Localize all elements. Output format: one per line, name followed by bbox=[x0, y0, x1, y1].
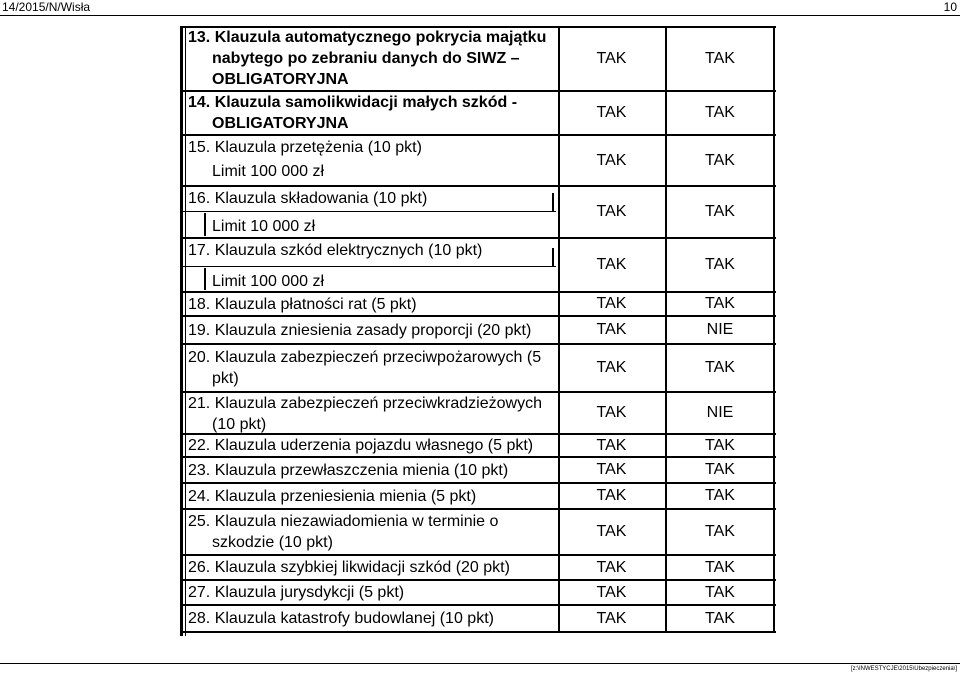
clause-label bbox=[188, 294, 417, 315]
clause-title: Klauzula katastrofy budowlanej (10 pkt) bbox=[214, 610, 494, 627]
table-right-border bbox=[773, 605, 775, 632]
clause-label bbox=[188, 460, 508, 481]
clause-number: 27. bbox=[188, 584, 211, 601]
limit-indent-mark bbox=[204, 213, 206, 236]
clause-title: Klauzula przewłaszczenia mienia (10 pkt) bbox=[214, 461, 509, 479]
clause-title: Klauzula płatności rat (5 pkt) bbox=[214, 295, 417, 313]
column-divider bbox=[665, 509, 667, 555]
value-offer: TAK bbox=[596, 523, 627, 540]
table-left-border bbox=[180, 26, 183, 636]
clause-title: Klauzula uderzenia pojazdu własnego (5 pkt) bbox=[214, 437, 534, 454]
clause-label-continuation: OBLIGATORYJNA bbox=[212, 71, 349, 88]
value-required: TAK bbox=[705, 151, 735, 169]
clause-number: 20. bbox=[188, 349, 211, 366]
header-page-number: 10 bbox=[943, 0, 957, 14]
row-divider bbox=[180, 237, 776, 239]
row-divider bbox=[180, 343, 776, 345]
value-required: TAK bbox=[705, 49, 735, 67]
value-offer: TAK bbox=[596, 321, 627, 338]
column-divider bbox=[665, 483, 667, 509]
value-required: TAK bbox=[705, 359, 735, 376]
value-required: TAK bbox=[705, 487, 735, 504]
clause-label-continuation: Limit 100 000 zł bbox=[212, 273, 325, 290]
row-divider bbox=[180, 315, 776, 317]
clause-label-continuation: (10 pkt) bbox=[212, 416, 267, 433]
clause-label bbox=[188, 137, 422, 158]
value-offer: TAK bbox=[596, 256, 627, 273]
clause-label bbox=[188, 435, 533, 456]
clause-title: Klauzula samolikwidacji małych szkód - bbox=[214, 94, 518, 111]
row-divider bbox=[180, 554, 776, 556]
clause-title: Klauzula jurysdykcji (5 pkt) bbox=[214, 584, 405, 601]
clause-number: 25. bbox=[188, 513, 211, 530]
clause-label bbox=[188, 240, 482, 261]
clause-label bbox=[188, 27, 546, 48]
column-divider bbox=[665, 316, 667, 344]
clause-label-continuation: nabytego po zebraniu danych do SIWZ – bbox=[212, 50, 520, 67]
value-required: TAK bbox=[705, 203, 735, 220]
table-right-border bbox=[773, 483, 775, 509]
clause-number: 15. bbox=[188, 139, 211, 156]
value-required: TAK bbox=[705, 609, 735, 627]
clause-label bbox=[188, 393, 542, 414]
row-divider bbox=[180, 134, 776, 136]
clause-title: Klauzula zniesienia zasady proporcji (20 pkt) bbox=[214, 321, 532, 339]
table-left-border-inner bbox=[185, 26, 186, 636]
value-required: TAK bbox=[705, 583, 735, 601]
column-divider bbox=[665, 605, 667, 632]
clause-number: 18. bbox=[188, 295, 211, 313]
clause-title: Klauzula zabezpieczeń przeciwkradzieżowych bbox=[214, 395, 542, 412]
clause-number: 23. bbox=[188, 461, 211, 479]
column-divider bbox=[665, 580, 667, 605]
row-divider bbox=[180, 631, 776, 633]
value-required: TAK bbox=[705, 104, 735, 121]
clause-number: 24. bbox=[188, 487, 211, 505]
value-offer: TAK bbox=[596, 295, 627, 312]
limit-divider bbox=[180, 266, 556, 267]
limit-right-mark bbox=[552, 193, 554, 211]
table-right-border bbox=[773, 26, 775, 91]
value-offer: TAK bbox=[596, 404, 627, 421]
column-divider bbox=[665, 135, 667, 186]
row-divider bbox=[180, 579, 776, 581]
clause-label bbox=[188, 582, 404, 603]
value-offer: TAK bbox=[596, 461, 627, 478]
value-offer: TAK bbox=[596, 487, 627, 504]
clause-label bbox=[188, 347, 541, 368]
column-divider bbox=[665, 91, 667, 135]
table-right-border bbox=[773, 292, 775, 316]
value-offer: TAK bbox=[596, 609, 627, 627]
clause-title: Klauzula przetężenia (10 pkt) bbox=[214, 139, 422, 156]
column-divider bbox=[665, 344, 667, 392]
table-right-border bbox=[773, 344, 775, 392]
column-divider bbox=[665, 292, 667, 316]
clause-label-continuation: szkodzie (10 pkt) bbox=[212, 534, 333, 551]
clause-title: Klauzula szkód elektrycznych (10 pkt) bbox=[214, 242, 483, 259]
value-offer: TAK bbox=[596, 104, 627, 121]
clause-title: Klauzula niezawiadomienia w terminie o bbox=[214, 513, 499, 530]
value-required: NIE bbox=[706, 321, 734, 338]
clause-title: Klauzula zabezpieczeń przeciwpożarowych (5 bbox=[214, 349, 542, 366]
clause-title: Klauzula szybkiej likwidacji szkód (20 pkt) bbox=[214, 559, 510, 576]
footer-path: [z:\INWESTYCJE\2015\Ubezpieczenia\] bbox=[850, 666, 957, 672]
value-offer: TAK bbox=[596, 151, 627, 169]
limit-indent-mark bbox=[204, 268, 206, 290]
limit-divider bbox=[180, 211, 556, 212]
clause-title: Klauzula automatycznego pokrycia majątku bbox=[214, 29, 547, 46]
table-right-border bbox=[773, 392, 775, 434]
clause-label-continuation: Limit 10 000 zł bbox=[212, 218, 316, 235]
column-divider bbox=[665, 26, 667, 91]
row-divider bbox=[180, 508, 776, 510]
clause-number: 14. bbox=[188, 94, 211, 111]
table-right-border bbox=[773, 457, 775, 483]
clause-number: 26. bbox=[188, 559, 211, 576]
clause-label bbox=[188, 188, 427, 209]
value-required: NIE bbox=[706, 404, 734, 421]
value-offer: TAK bbox=[596, 558, 627, 576]
clause-number: 19. bbox=[188, 321, 211, 339]
clause-label bbox=[188, 511, 498, 532]
table-right-border bbox=[773, 238, 775, 292]
column-divider bbox=[665, 434, 667, 457]
value-required: TAK bbox=[705, 295, 735, 312]
table-right-border bbox=[773, 91, 775, 135]
value-required: TAK bbox=[705, 256, 735, 273]
clause-number: 16. bbox=[188, 190, 211, 207]
footer-divider bbox=[0, 663, 960, 664]
clause-label bbox=[188, 608, 494, 629]
value-required: TAK bbox=[705, 523, 735, 540]
table-right-border bbox=[773, 555, 775, 580]
clause-label-continuation: OBLIGATORYJNA bbox=[212, 115, 349, 132]
table-right-border bbox=[773, 434, 775, 457]
clause-label bbox=[188, 320, 531, 341]
column-divider bbox=[665, 457, 667, 483]
clause-number: 22. bbox=[188, 437, 211, 454]
value-offer: TAK bbox=[596, 583, 627, 601]
column-divider bbox=[665, 555, 667, 580]
clause-number: 28. bbox=[188, 610, 211, 627]
table-right-border bbox=[773, 135, 775, 186]
column-divider bbox=[665, 392, 667, 434]
row-divider bbox=[180, 482, 776, 484]
clause-title: Klauzula składowania (10 pkt) bbox=[214, 190, 428, 207]
table-right-border bbox=[773, 316, 775, 344]
column-divider bbox=[665, 186, 667, 238]
header-document-id: 14/2015/N/Wisła bbox=[2, 0, 91, 14]
clause-title: Klauzula przeniesienia mienia (5 pkt) bbox=[214, 487, 477, 505]
clause-label bbox=[188, 92, 517, 113]
clause-number: 13. bbox=[188, 29, 211, 46]
value-offer: TAK bbox=[596, 49, 627, 67]
value-required: TAK bbox=[705, 461, 735, 478]
value-required: TAK bbox=[705, 558, 735, 576]
value-required: TAK bbox=[705, 436, 735, 454]
clause-label-continuation: Limit 100 000 zł bbox=[212, 163, 325, 180]
value-offer: TAK bbox=[596, 359, 627, 376]
row-divider bbox=[180, 185, 776, 187]
clauses-table bbox=[180, 26, 776, 636]
limit-right-mark bbox=[552, 248, 554, 266]
clause-label bbox=[188, 557, 510, 578]
table-right-border bbox=[773, 186, 775, 238]
column-divider bbox=[665, 238, 667, 292]
header-divider bbox=[0, 15, 960, 16]
clause-label-continuation: pkt) bbox=[212, 370, 239, 387]
row-divider bbox=[180, 604, 776, 606]
clause-number: 21. bbox=[188, 395, 211, 412]
clause-label bbox=[188, 486, 476, 507]
table-right-border bbox=[773, 580, 775, 605]
table-right-border bbox=[773, 509, 775, 555]
value-offer: TAK bbox=[596, 436, 627, 454]
row-divider bbox=[180, 456, 776, 458]
clause-number: 17. bbox=[188, 242, 211, 259]
value-offer: TAK bbox=[596, 203, 627, 220]
